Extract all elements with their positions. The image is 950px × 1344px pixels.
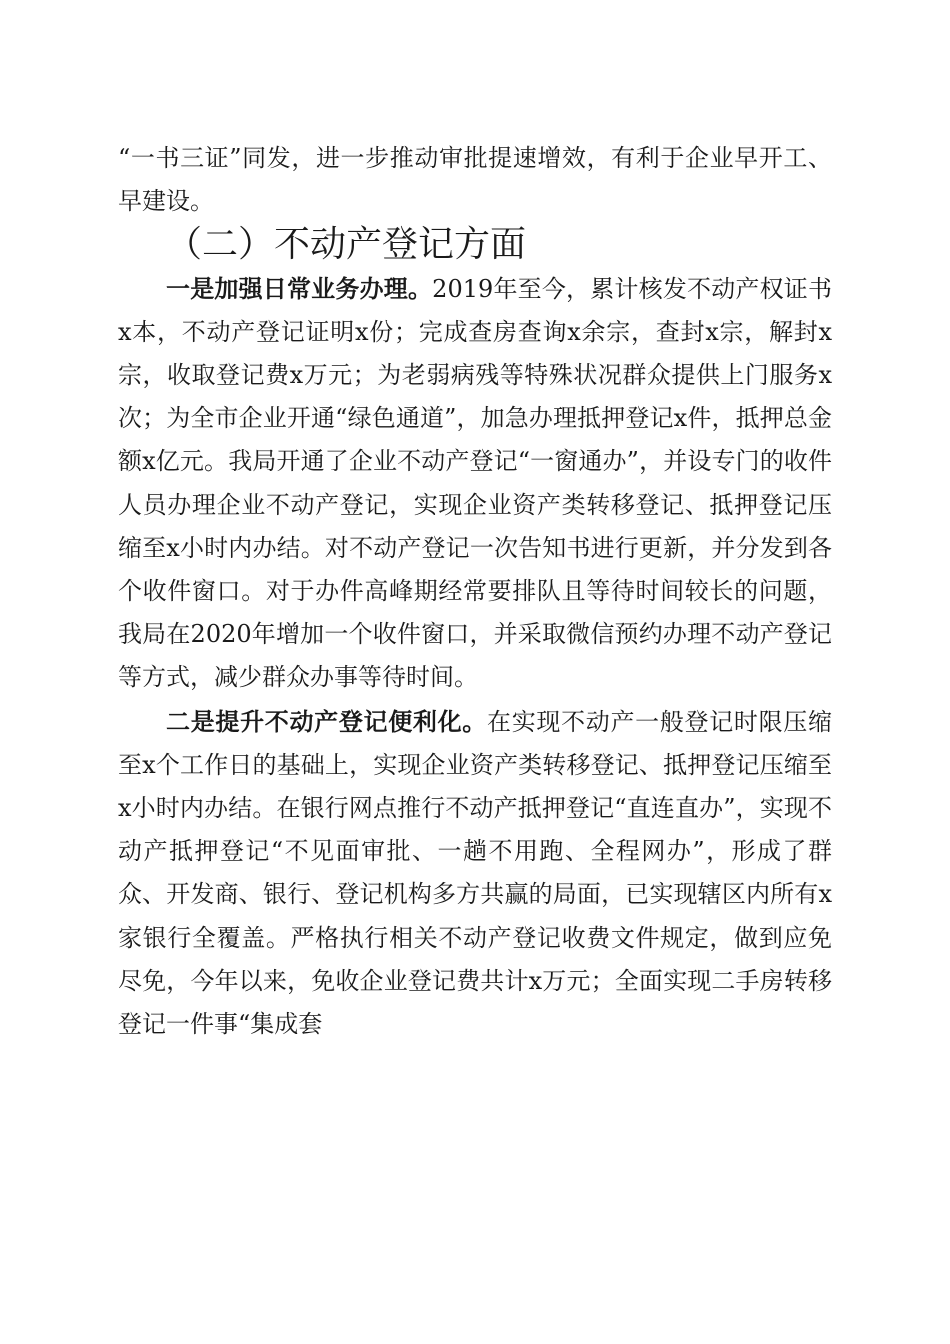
continuation-paragraph: “一书三证”同发，进一步推动审批提速增效，有利于企业早开工、早建设。 — [118, 144, 832, 216]
paragraph-lead: 一是加强日常业务办理。 — [166, 273, 433, 303]
section-heading: （二）不动产登记方面 — [166, 224, 527, 266]
paragraph-registration-convenience — [118, 700, 832, 1047]
document-body — [118, 137, 832, 1046]
paragraph-routine-business — [118, 267, 832, 700]
paragraph-body: 在实现不动产一般登记时限压缩至x个工作日的基础上，实现企业资产类转移登记、抵押登记压缩至x小时内办结。在银行网点推行不动产抵押登记“直连直办”，实现不动产抵押登记“不见面审批、一趟不用跑、全程网办”，形成了群众、开发商、银行、登记机构多方共赢的局面，已实现辖区内所有x家银行全覆盖。严格执行相关不动产登记收费文件规定，做到应免尽免，今年以来，免收企业登记费共计x万元；全面实现二手房转移登记一件事“集成套 — [118, 707, 832, 1039]
paragraph-body: 2019年至今，累计核发不动产权证书x本，不动产登记证明x份；完成查房查询x余宗，查封x宗，解封x宗，收取登记费x万元；为老弱病残等特殊状况群众提供上门服务x次；为全市企业开通“绿色通道”，加急办理抵押登记x件，抵押总金额x亿元。我局开通了企业不动产登记“一窗通办”，并设专门的收件人员办理企业不动产登记，实现企业资产类转移登记、抵押登记压缩至x小时内办结。对不动产登记一次告知书进行更新，并分发到各个收件窗口。对于办件高峰期经常要排队且等待时间较长的问题，我局在2020年增加一个收件窗口，并采取微信预约办理不动产登记等方式，减少群众办事等待时间。 — [118, 274, 833, 692]
paragraph-lead: 二是提升不动产登记便利化。 — [166, 706, 487, 736]
